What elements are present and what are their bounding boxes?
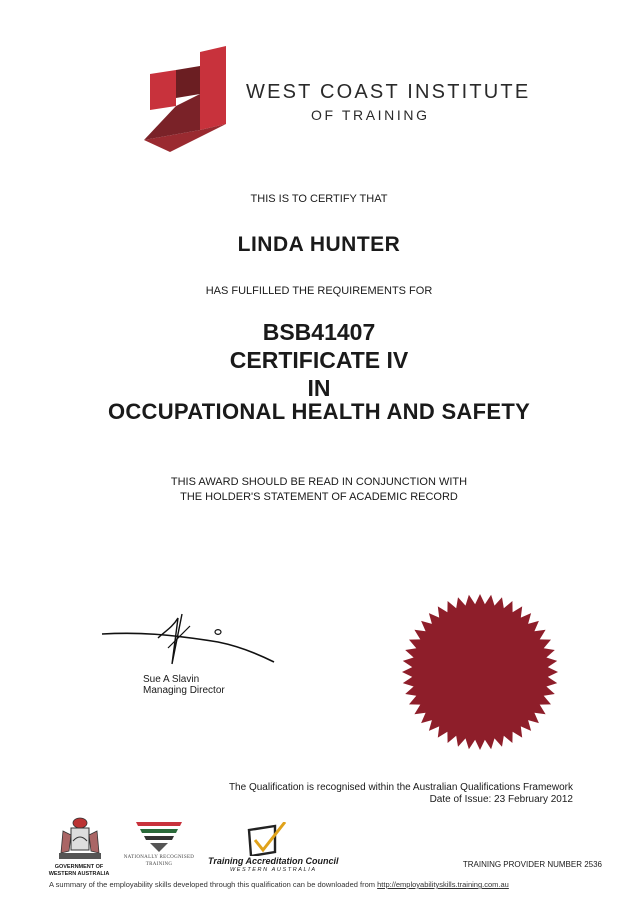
qualification-level: CERTIFICATE IV [229, 347, 409, 373]
qualification-code: BSB41407 [262, 319, 376, 345]
qualification-field: OCCUPATIONAL HEALTH AND SAFETY [107, 399, 531, 424]
institute-name-line2: OF TRAINING [311, 107, 430, 123]
nrt-text-line1: NATIONALLY RECOGNISED [123, 855, 195, 860]
certify-line: THIS IS TO CERTIFY THAT [250, 193, 388, 205]
qualification-in: IN [307, 375, 331, 401]
footer-summary-text: A summary of the employability skills developed through this qualification can be downloaded from [49, 880, 378, 889]
nrt-text-line2: TRAINING [145, 862, 173, 867]
tac-title: Training Accreditation Council [208, 856, 339, 866]
gov-text-line2: WESTERN AUSTRALIA [48, 871, 110, 877]
recipient-name: LINDA HUNTER [237, 233, 401, 256]
fulfilled-line: HAS FULFILLED THE REQUIREMENTS FOR [205, 285, 433, 297]
award-note-line1: THIS AWARD SHOULD BE READ IN CONJUNCTION WITH [170, 476, 468, 488]
training-provider-number: TRAINING PROVIDER NUMBER 2536 [462, 860, 602, 869]
government-crest-icon [55, 815, 105, 863]
footer-summary [49, 880, 509, 889]
signatory-name: Sue A Slavin [143, 674, 200, 685]
aqf-recognition-line: The Qualification is recognised within the Australian Qualifications Framework [228, 782, 573, 793]
institute-name-line1: WEST COAST INSTITUTE [246, 81, 531, 103]
date-of-issue: Date of Issue: 23 February 2012 [429, 794, 573, 805]
award-note-line2: THE HOLDER'S STATEMENT OF ACADEMIC RECORD [180, 491, 458, 503]
tac-subtitle: WESTERN AUSTRALIA [230, 867, 317, 873]
tac-logo-icon [247, 822, 287, 856]
institute-logo-icon [140, 44, 230, 154]
seal-icon [400, 592, 560, 752]
signature-icon [98, 608, 278, 668]
nrt-logo-icon [136, 822, 182, 852]
gov-text-line1: GOVERNMENT OF [54, 864, 104, 870]
employability-skills-link[interactable]: http://employabilityskills.training.com.au [377, 880, 509, 889]
signatory-title: Managing Director [143, 685, 225, 696]
